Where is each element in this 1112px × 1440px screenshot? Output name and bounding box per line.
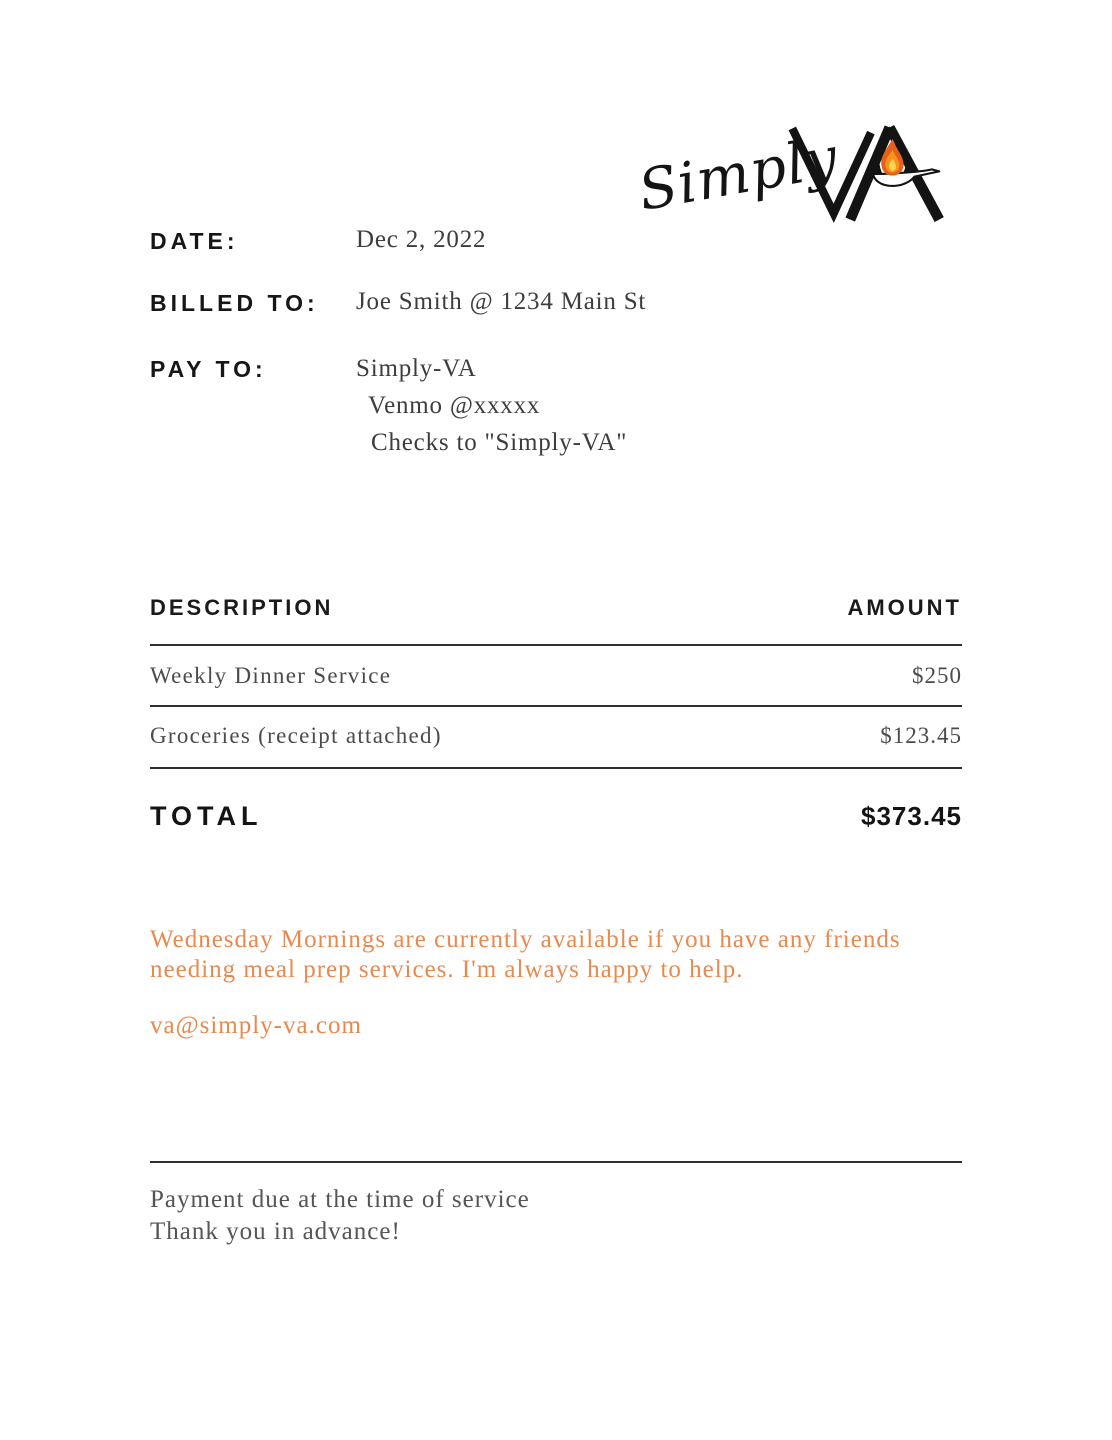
total-label: TOTAL (150, 801, 263, 831)
date-label: DATE: (150, 228, 239, 254)
pay-to-line: Checks to "Simply-VA" (371, 429, 628, 456)
table-row (150, 723, 962, 749)
total-amount: $373.45 (861, 801, 962, 831)
table-header-row (150, 595, 962, 621)
footer-divider (150, 1161, 962, 1163)
row-description: Groceries (receipt attached) (150, 723, 442, 748)
table-row (150, 663, 962, 689)
logo-script-text: Simply (633, 125, 843, 224)
row-amount: $123.45 (880, 723, 962, 748)
date-value: Dec 2, 2022 (356, 226, 487, 253)
simply-va-logo-monogram (784, 124, 962, 224)
amount-column-header: AMOUNT (847, 595, 962, 620)
thank-you-text: Thank you in advance! (150, 1218, 401, 1245)
pay-to-label: PAY TO: (150, 356, 267, 382)
availability-note-line: needing meal prep services. I'm always happy to help. (150, 956, 744, 983)
billed-to-value: Joe Smith @ 1234 Main St (356, 288, 647, 315)
table-divider (150, 705, 962, 707)
row-description: Weekly Dinner Service (150, 663, 392, 688)
availability-note-line: Wednesday Mornings are currently available if you have any friends (150, 926, 901, 953)
row-amount: $250 (912, 663, 962, 688)
pay-to-line: Simply-VA (356, 355, 477, 382)
billed-to-label: BILLED TO: (150, 290, 319, 316)
description-column-header: DESCRIPTION (150, 595, 334, 620)
total-row (150, 801, 962, 832)
contact-email[interactable]: va@simply-va.com (150, 1012, 362, 1039)
payment-terms-text: Payment due at the time of service (150, 1186, 530, 1213)
table-divider (150, 767, 962, 769)
simply-va-logo (633, 116, 968, 232)
pay-to-line: Venmo @xxxxx (368, 392, 541, 419)
table-divider (150, 644, 962, 646)
